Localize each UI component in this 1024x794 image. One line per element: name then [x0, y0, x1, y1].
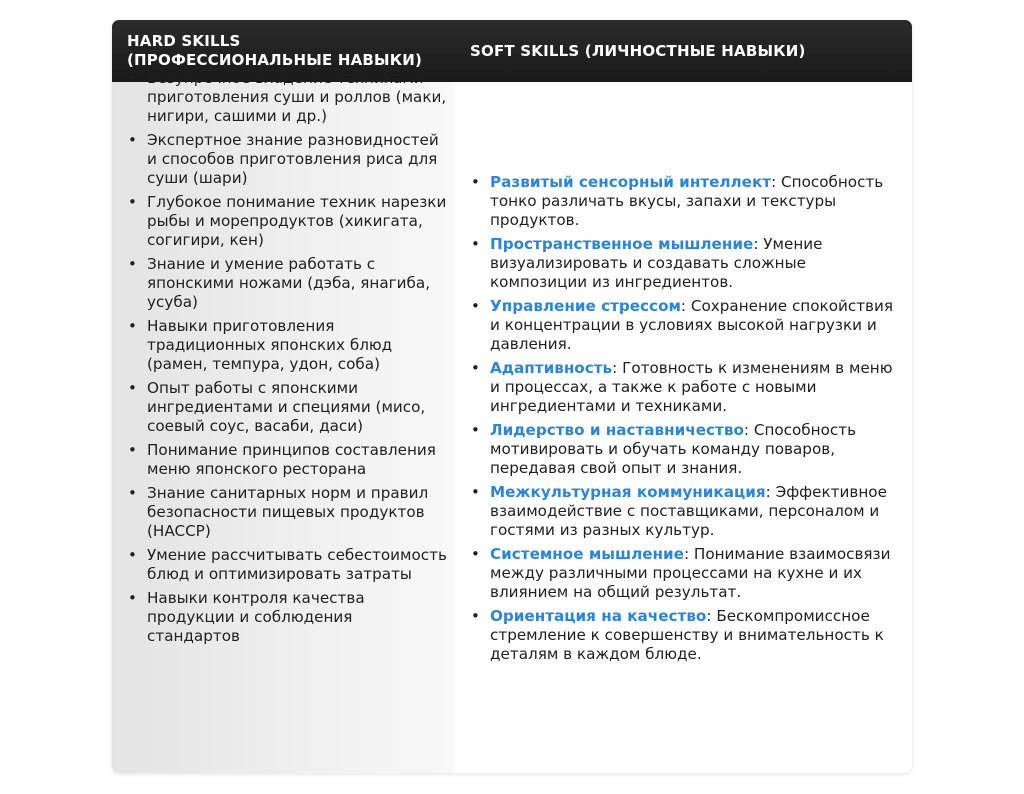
soft-skill-desc: : Умение визуализировать и создавать сложные композиции из ингредиентов.: [490, 235, 823, 291]
hard-skill-text: Понимание принципов составления меню японского ресторана: [147, 441, 436, 478]
hard-skill-text: Навыки приготовления традиционных японских блюд (рамен, темпура, удон, соба): [147, 317, 393, 373]
hard-skill-item: [127, 131, 449, 188]
hard-skill-item: [127, 441, 449, 479]
hard-skill-text: Навыки контроля качества продукции и соблюдения стандартов: [147, 589, 365, 645]
soft-skills-title: SOFT SKILLS (ЛИЧНОСТНЫЕ НАВЫКИ): [470, 41, 806, 60]
soft-skill-term: Развитый сенсорный интеллект: [490, 173, 772, 191]
hard-skill-text: Знание санитарных норм и правил безопасности пищевых продуктов (HACCP): [147, 484, 429, 540]
soft-skill-desc: : Понимание взаимосвязи между различными процессами на кухне и их влиянием на общий результат.: [490, 545, 891, 601]
hard-skill-item: [127, 193, 449, 250]
bullet-icon: •: [471, 359, 480, 377]
hard-skill-text: Экспертное знание разновидностей и способов приготовления риса для суши (шари): [147, 131, 439, 187]
soft-skill-term: Лидерство и наставничество: [490, 421, 744, 439]
hard-skill-text: Умение рассчитывать себестоимость блюд и оптимизировать затраты: [147, 546, 447, 583]
hard-skills-title-line1: HARD SKILLS: [127, 32, 241, 50]
hard-skill-text: Опыт работы с японскими ингредиентами и специями (мисо, соевый соус, васаби, даси): [147, 379, 426, 435]
soft-skill-term: Адаптивность: [490, 359, 613, 377]
bullet-icon: •: [471, 483, 480, 501]
soft-skills-list: [470, 173, 895, 669]
hard-skill-item: [127, 484, 449, 541]
soft-skill-term: Межкультурная коммуникация: [490, 483, 766, 501]
bullet-icon: •: [128, 131, 137, 149]
soft-skill-item: [470, 545, 895, 602]
hard-skill-text: Глубокое понимание техник нарезки рыбы и морепродуктов (хикигата, согигири, кен): [147, 193, 447, 249]
hard-skill-item: [127, 255, 449, 312]
hard-skill-item: [127, 546, 449, 584]
skills-table: [112, 20, 912, 773]
soft-skill-item: [470, 483, 895, 540]
soft-skill-term: Системное мышление: [490, 545, 684, 563]
soft-skill-item: [470, 297, 895, 354]
soft-skill-item: [470, 421, 895, 478]
hard-skill-item: [127, 589, 449, 646]
soft-skill-desc: : Готовность к изменениям в меню и процессах, а также к работе с новыми ингредиентами и техниками.: [490, 359, 893, 415]
hard-skill-text: Безупречное владение техниками приготовления суши и роллов (маки, нигири, сашими и др.): [147, 69, 447, 125]
soft-skill-desc: : Бескомпромиссное стремление к совершенству и внимательность к деталям в каждом блюде.: [490, 607, 884, 663]
soft-skill-item: [470, 359, 895, 416]
hard-skill-item: [127, 317, 449, 374]
hard-skill-item: [127, 379, 449, 436]
soft-skill-desc: : Способность тонко различать вкусы, запахи и текстуры продуктов.: [490, 173, 884, 229]
bullet-icon: •: [128, 255, 137, 273]
bullet-icon: •: [128, 484, 137, 502]
bullet-icon: •: [128, 589, 137, 607]
soft-skill-item: [470, 235, 895, 292]
soft-skill-desc: : Способность мотивировать и обучать команду поваров, передавая свой опыт и знания.: [490, 421, 857, 477]
soft-skills-header: [470, 20, 890, 82]
bullet-icon: •: [128, 317, 137, 335]
bullet-icon: •: [471, 173, 480, 191]
hard-skill-item: [127, 69, 449, 126]
bullet-icon: •: [471, 297, 480, 315]
soft-skill-term: Управление стрессом: [490, 297, 681, 315]
soft-skill-item: [470, 607, 895, 664]
hard-skill-text: Знание и умение работать с японскими ножами (дэба, янагиба, усуба): [147, 255, 431, 311]
soft-skill-desc: : Эффективное взаимодействие с поставщиками, персоналом и гостями из разных культур.: [490, 483, 887, 539]
bullet-icon: •: [471, 235, 480, 253]
bullet-icon: •: [128, 546, 137, 564]
soft-skill-desc: : Сохранение спокойствия и концентрации в условиях высокой нагрузки и давления.: [490, 297, 894, 353]
hard-skills-list: [127, 69, 449, 651]
bullet-icon: •: [128, 193, 137, 211]
soft-skill-term: Ориентация на качество: [490, 607, 707, 625]
bullet-icon: •: [471, 607, 480, 625]
bullet-icon: •: [128, 441, 137, 459]
soft-skill-term: Пространственное мышление: [490, 235, 754, 253]
bullet-icon: •: [128, 69, 137, 87]
bullet-icon: •: [471, 545, 480, 563]
hard-skills-title-line2: (ПРОФЕССИОНАЛЬНЫЕ НАВЫКИ): [127, 51, 423, 69]
bullet-icon: •: [471, 421, 480, 439]
bullet-icon: •: [128, 379, 137, 397]
soft-skill-item: [470, 173, 895, 230]
